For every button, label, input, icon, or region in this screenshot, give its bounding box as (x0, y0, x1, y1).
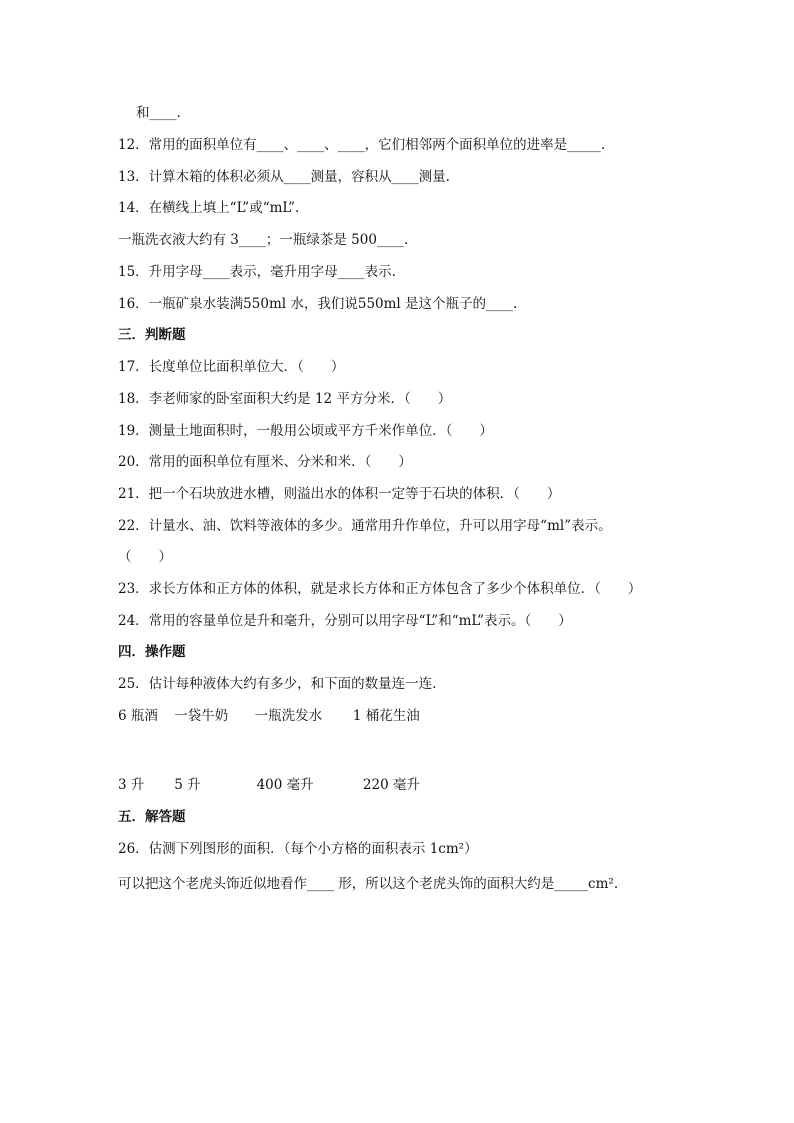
section-3-heading: 三．判断题 (118, 327, 186, 343)
question-17: 17．长度单位比面积单位大．（ ） (118, 359, 345, 375)
q11-continuation: 和____. (136, 105, 181, 121)
liquid-item: 一袋牛奶 (174, 708, 229, 724)
question-14-body: 一瓶洗衣液大约有 3____；一瓶绿茶是 500____. (118, 232, 409, 248)
question-15: 15．升用字母____表示，毫升用字母____表示. (118, 264, 396, 280)
liquid-item: 一瓶洗发水 (254, 708, 323, 724)
question-12: 12．常用的面积单位有____、____、____，它们相邻两个面积单位的进率是_____. (118, 137, 606, 153)
amount-item: 3 升 (118, 777, 145, 793)
question-26: 26．估测下列图形的面积．（每个小方格的面积表示 1cm²） (118, 841, 478, 857)
amounts-row (118, 775, 420, 795)
question-18: 18．李老师家的卧室面积大约是 12 平方分米．（ ） (118, 391, 452, 407)
liquid-item: 6 瓶酒 (118, 708, 158, 724)
question-26-answer: 可以把这个老虎头饰近似地看作____ 形，所以这个老虎头饰的面积大约是_____cm². (118, 876, 619, 892)
liquids-row (118, 706, 420, 726)
question-22: 22．计量水、油、饮料等液体的多少。通常用升作单位，升可以用字母“ml”表示。 (118, 518, 612, 534)
question-25: 25．估计每种液体大约有多少，和下面的数量连一连. (118, 676, 437, 692)
question-19: 19．测量土地面积时，一般用公顷或平方千米作单位．（ ） (118, 423, 493, 439)
question-20: 20．常用的面积单位有厘米、分米和米．（ ） (118, 454, 412, 470)
question-16: 16．一瓶矿泉水装满550ml 水，我们说550ml 是这个瓶子的____. (118, 296, 518, 312)
question-14: 14．在横线上填上“L”或“mL”. (118, 200, 300, 216)
question-13: 13．计算木箱的体积必须从____测量，容积从____测量. (118, 169, 450, 185)
question-21: 21．把一个石块放进水槽，则溢出水的体积一定等于石块的体积．（ ） (118, 486, 561, 502)
amount-item: 220 毫升 (362, 777, 420, 793)
question-23: 23．求长方体和正方体的体积，就是求长方体和正方体包含了多少个体积单位．（ ） (118, 581, 642, 597)
liquid-item: 1 桶花生油 (352, 708, 420, 724)
amount-item: 400 毫升 (256, 777, 314, 793)
question-22-bracket: （ ） (118, 549, 172, 565)
amount-item: 5 升 (174, 777, 201, 793)
question-24: 24．常用的容量单位是升和毫升，分别可以用字母“L”和“mL”表示。（ ） (118, 613, 572, 629)
section-5-heading: 五．解答题 (118, 809, 186, 825)
section-4-heading: 四．操作题 (118, 644, 186, 660)
